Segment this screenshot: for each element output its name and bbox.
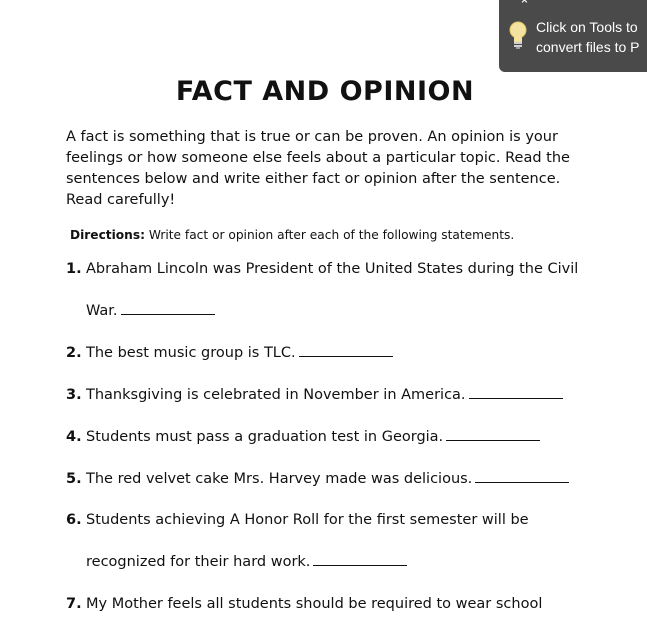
question-text: Abraham Lincoln was President of the United States during the Civil [86, 261, 579, 277]
question-text: Students achieving A Honor Roll for the first semester will be [86, 512, 529, 528]
question-number: 2. [66, 345, 82, 361]
answer-blank [121, 313, 215, 315]
question-6 [66, 512, 529, 528]
lightbulb-icon [508, 20, 528, 54]
page-title: FACT AND OPINION [175, 76, 475, 107]
question-3 [66, 387, 563, 403]
intro-paragraph: A fact is something that is true or can be proven. An opinion is your feelings or how someone else feels about a particular topic. Read the sentences below and write either fact or opinion after the sentence. Read carefully! [66, 129, 570, 208]
tools-tooltip[interactable] [499, 0, 647, 72]
question-5 [66, 471, 569, 487]
question-text: recognized for their hard work. [86, 554, 311, 570]
question-text: The red velvet cake Mrs. Harvey made was delicious. [86, 471, 473, 487]
question-1 [66, 261, 578, 277]
question-6-continued [86, 554, 407, 570]
question-text: The best music group is TLC. [86, 345, 296, 361]
question-number: 1. [66, 261, 82, 277]
question-text: War. [86, 303, 118, 319]
answer-blank [313, 564, 407, 566]
chevron-up-icon[interactable]: ⌃ [519, 0, 530, 13]
directions-text: Write fact or opinion after each of the following statements. [144, 228, 515, 242]
question-text: Thanksgiving is celebrated in November in America. [86, 387, 466, 403]
tooltip-line-1: Click on Tools to [536, 19, 638, 35]
question-7 [66, 596, 542, 612]
question-text: My Mother feels all students should be required to wear school [86, 596, 543, 612]
answer-blank [299, 355, 393, 357]
question-number: 7. [66, 596, 82, 612]
question-number: 3. [66, 387, 82, 403]
question-number: 5. [66, 471, 82, 487]
question-text: Students must pass a graduation test in Georgia. [86, 429, 444, 445]
answer-blank [446, 439, 540, 441]
question-2 [66, 345, 393, 361]
directions [70, 228, 514, 242]
question-4 [66, 429, 540, 445]
question-number: 6. [66, 512, 82, 528]
directions-label: Directions: [70, 228, 145, 242]
question-number: 4. [66, 429, 82, 445]
answer-blank [475, 481, 569, 483]
question-1-continued [86, 303, 215, 319]
answer-blank [469, 397, 563, 399]
tooltip-line-2: convert files to P [536, 39, 640, 55]
